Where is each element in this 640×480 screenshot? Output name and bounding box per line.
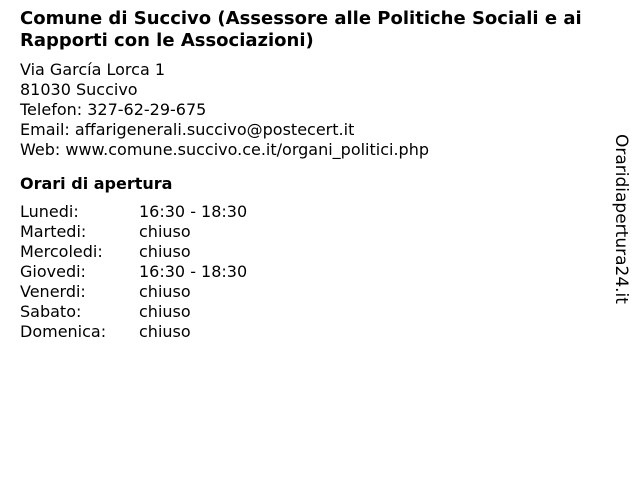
hours-value: 16:30 - 18:30 [139, 202, 248, 221]
hours-value: chiuso [139, 322, 191, 341]
hours-value: chiuso [139, 242, 191, 261]
contact-block [20, 60, 610, 160]
day-label: Giovedi: [20, 262, 86, 281]
brand-watermark: Oraridiapertura24.it [611, 134, 631, 304]
opening-hours-heading: Orari di apertura [20, 174, 173, 193]
website-url: Web: www.comune.succivo.ce.it/organi_politici.php [20, 140, 429, 159]
business-title: Comune di Succivo (Assessore alle Politiche Sociali e ai Rapporti con le Associazioni) [20, 8, 582, 51]
hours-value: chiuso [139, 282, 191, 301]
day-label: Martedi: [20, 222, 87, 241]
postal-city: 81030 Succivo [20, 80, 138, 99]
opening-hours-table [20, 202, 610, 342]
hours-row-wednesday [20, 242, 610, 262]
hours-row-tuesday [20, 222, 610, 242]
email-address: Email: affarigenerali.succivo@postecert.it [20, 120, 355, 139]
business-card [20, 8, 610, 342]
hours-row-friday [20, 282, 610, 302]
hours-value: chiuso [139, 302, 191, 321]
street-address: Via García Lorca 1 [20, 60, 166, 79]
hours-row-sunday [20, 322, 610, 342]
hours-row-monday [20, 202, 610, 222]
hours-value: 16:30 - 18:30 [139, 262, 248, 281]
day-label: Lunedi: [20, 202, 79, 221]
day-label: Sabato: [20, 302, 82, 321]
phone-number: Telefon: 327-62-29-675 [20, 100, 207, 119]
hours-value: chiuso [139, 222, 191, 241]
hours-row-thursday [20, 262, 610, 282]
day-label: Mercoledi: [20, 242, 103, 261]
day-label: Venerdi: [20, 282, 86, 301]
day-label: Domenica: [20, 322, 107, 341]
hours-row-saturday [20, 302, 610, 322]
